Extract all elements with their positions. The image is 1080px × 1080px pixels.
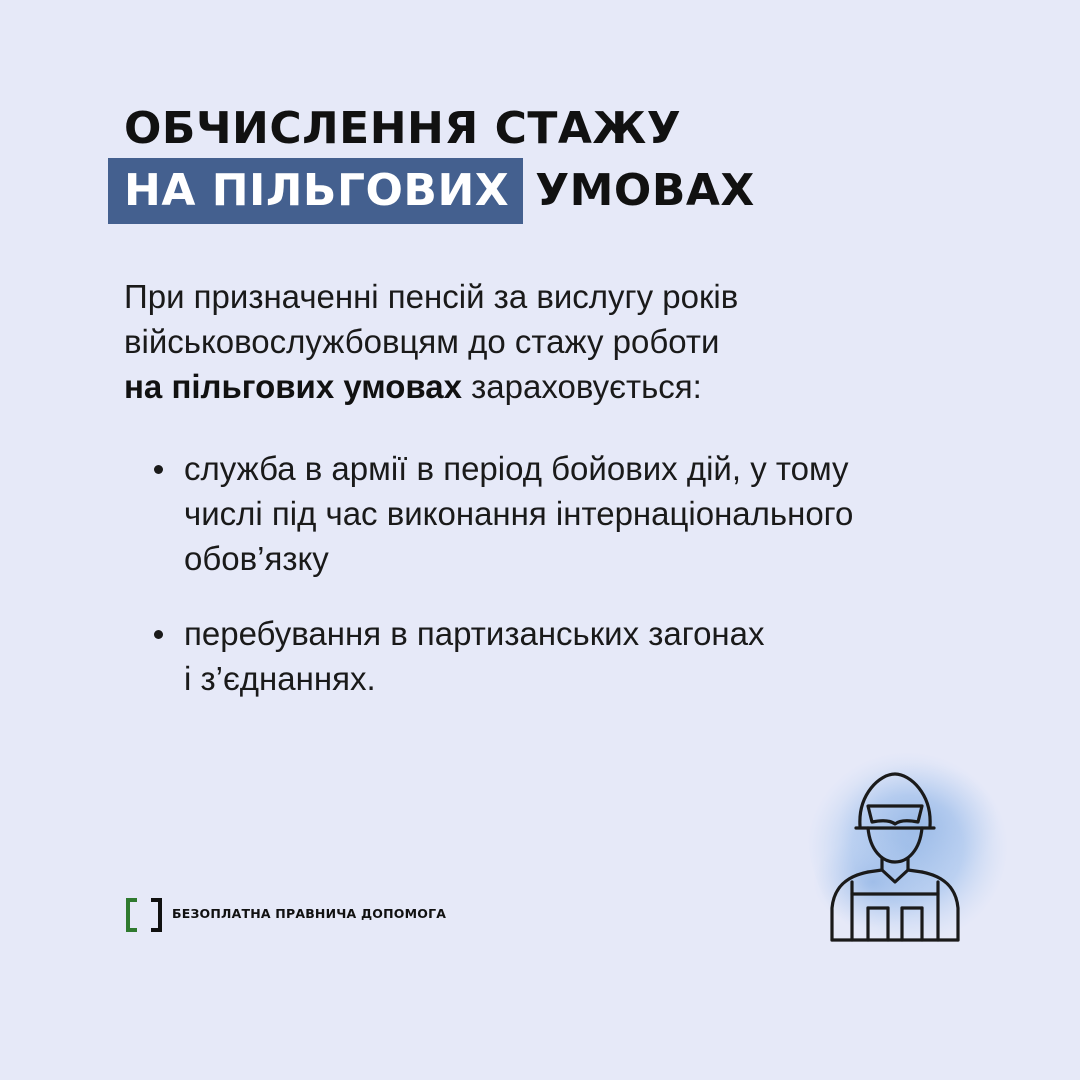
logo-text: БЕЗОПЛАТНА ПРАВНИЧА ДОПОМОГА	[172, 905, 447, 921]
bullet-dot-icon	[154, 630, 163, 639]
title-highlight: НА ПІЛЬГОВИХ	[108, 158, 523, 224]
bullet-list	[154, 446, 974, 731]
right-bracket-icon	[151, 898, 162, 932]
list-item	[154, 446, 974, 581]
left-bracket-icon	[126, 898, 137, 932]
list-item	[154, 611, 974, 701]
title-rest: УМОВАХ	[535, 165, 755, 216]
intro-line: військовослужбовцям до стажу роботи	[124, 323, 720, 360]
bullet-dot-icon	[154, 465, 163, 474]
soldier-icon	[768, 732, 1028, 962]
bracket-logo-icon	[124, 896, 164, 930]
free-legal-aid-logo	[124, 896, 446, 930]
title-line-2	[108, 158, 755, 224]
soldier-illustration	[768, 732, 1028, 962]
intro-line	[124, 364, 984, 409]
intro-after-bold: зараховується:	[461, 368, 702, 405]
list-item-line: і з’єднаннях.	[184, 660, 376, 697]
list-item-line: числі під час виконання інтернаціонального	[184, 495, 854, 532]
list-item-line: служба в армії в період бойових дій, у тому	[184, 450, 849, 487]
list-item-line: обов’язку	[184, 540, 329, 577]
intro-bold-text: на пільгових умовах	[124, 368, 462, 405]
intro-paragraph	[124, 274, 984, 409]
list-item-line: перебування в партизанських загонах	[184, 615, 765, 652]
title-line-1: ОБЧИСЛЕННЯ СТАЖУ	[124, 103, 682, 154]
intro-line: При призначенні пенсій за вислугу років	[124, 278, 739, 315]
